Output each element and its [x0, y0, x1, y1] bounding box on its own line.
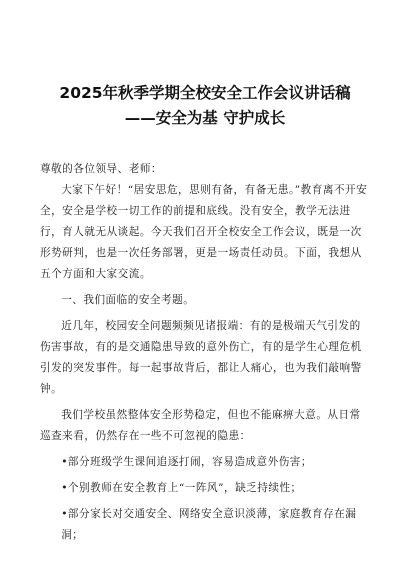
greeting: 尊敬的各位领导、老师： [40, 163, 163, 175]
document-subtitle: ——安全为基 守护成长 [124, 109, 286, 127]
body-paragraph: 近几年，校园安全问题频频见诸报端：有的是极端天气引发的伤害事故，有的是交通隐患导致的意外伤亡，有的是学生心理危机引发的突发事件。每一起事故背后，都让人痛心，也为我们敲响警钟。 [40, 320, 362, 395]
intro-paragraph: 大家下午好！“居安思危，思则有备，有备无患。”教育离不开安全，安全是学校一切工作的前提和底线。没有安全，教学无法进行，育人就无从谈起。今天我们召开全校安全工作会议，既是一次形势研判，也是一次任务部署，更是一场责任动员。下面，我想从五个方面和大家交流。 [40, 184, 368, 280]
document-title: 2025年秋季学期全校安全工作会议讲话稿 [59, 84, 351, 102]
title-block [40, 0, 370, 129]
bullet-item: •部分班级学生课间追逐打闹，容易造成意外伤害； [61, 456, 312, 468]
section-heading: 一、我们面临的安全考题。 [61, 294, 195, 306]
bullet-item: •部分家长对交通安全、网络安全意识淡薄，家庭教育存在漏洞； [61, 508, 357, 541]
document-body [40, 159, 370, 546]
body-paragraph: 我们学校虽然整体安全形势稳定，但也不能麻痹大意。从日常巡查来看，仍然存在一些不可忽视的隐患： [40, 409, 361, 442]
bullet-item: •个别教师在安全教育上“一阵风”，缺乏持续性； [61, 482, 302, 494]
